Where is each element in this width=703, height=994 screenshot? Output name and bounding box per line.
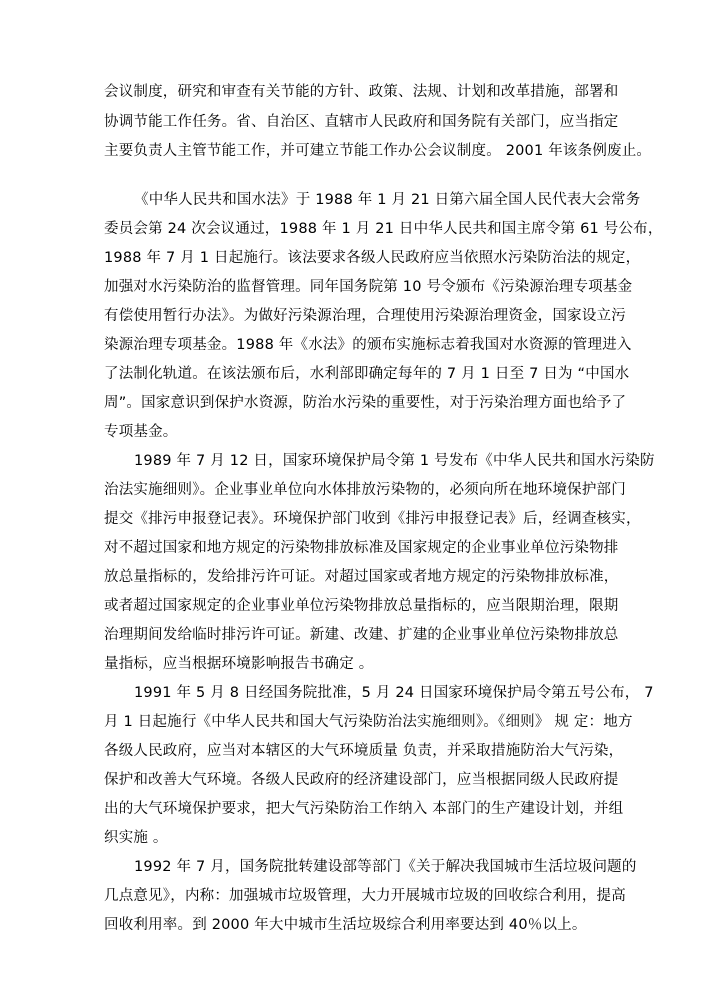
text-line: 几点意见》，内称：加强城市垃圾管理，大力开展城市垃圾的回收综合利用，提高 [104,888,626,904]
text-line: 专项基金。 [104,424,178,440]
text-line: 或者超过国家规定的企业事业单位污染物排放总量指标的，应当限期治理，限期 [104,598,619,614]
text-line: 协调节能工作任务。省、自治区、直辖市人民政府和国务院有关部门，应当指定 [104,114,619,130]
text-line: 会议制度，研究和审查有关节能的方针、政策、法规、计划和改革措施，部署和 [104,84,619,100]
text-line: 回收利用率。到 2000 年大中城市生活垃圾综合利用率要达到 40％以上。 [104,917,587,933]
text-line: 加强对水污染防治的监督管理。同年国务院第 10 号令颁布《污染源治理专项基金 [104,279,633,295]
text-line: 放总量指标的，发给排污许可证。对超过国家或者地方规定的污染物排放标准， [104,569,619,585]
text-line: 保护和改善大气环境。各级人民政府的经济建设部门，应当根据同级人民政府提 [104,772,619,788]
text-line: 对不超过国家和地方规定的污染物排放标准及国家规定的企业事业单位污染物排 [104,540,619,556]
text-line: 量指标，应当根据环境影响报告书确定 。 [104,656,374,672]
text-line: 各级人民政府，应当对本辖区的大气环境质量 负责，并采取措施防治大气污染， [104,743,624,759]
text-line: 提交《排污申报登记表》。环境保护部门收到《排污申报登记表》后，经调查核实， [104,511,641,527]
text-line: 委员会第 24 次会议通过，1988 年 1 月 21 日中华人民共和国主席令第 61 号公布， [104,221,663,237]
text-line: 织实施 。 [104,830,168,846]
text-line: 《中华人民共和国水法》于 1988 年 1 月 21 日第六届全国人民代表大会常务 [134,192,641,208]
text-line: 月 1 日起施行《中华人民共和国大气污染防治法实施细则》。《细则》 规 定：地方 [104,714,633,730]
text-line: 1992 年 7 月，国务院批转建设部等部门《关于解决我国城市生活垃圾问题的 [134,859,637,875]
text-line: 1991 年 5 月 8 日经国务院批准，5 月 24 日国家环境保护局令第五号公布， 7 [134,685,654,701]
text-line: 治法实施细则》。企业事业单位向水体排放污染物的，必须向所在地环境保护部门 [104,482,626,498]
text-line: 有偿使用暂行办法》。为做好污染源治理，合理使用污染源治理资金，国家设立污 [104,308,626,324]
text-line: 染源治理专项基金。1988 年《水法》的颁布实施标志着我国对水资源的管理进入 [104,337,632,353]
text-line: 1989 年 7 月 12 日，国家环境保护局令第 1 号发布《中华人民共和国水污染防 [134,453,655,469]
text-line: 1988 年 7 月 1 日起施行。该法要求各级人民政府应当依照水污染防治法的规定， [104,250,641,266]
text-line: 出的大气环境保护要求，把大气污染防治工作纳入 本部门的生产建设计划，并组 [104,801,624,817]
text-line: 治理期间发给临时排污许可证。新建、改建、扩建的企业事业单位污染物排放总 [104,627,619,643]
text-line: 周”。国家意识到保护水资源，防治水污染的重要性，对于污染治理方面也给予了 [104,395,627,411]
text-line: 主要负责人主管节能工作，并可建立节能工作办公会议制度。 2001 年该条例废止。 [104,143,652,159]
text-line: 了法制化轨道。在该法颁布后，水利部即确定每年的 7 月 1 日至 7 日为 “中国水 [104,366,630,382]
